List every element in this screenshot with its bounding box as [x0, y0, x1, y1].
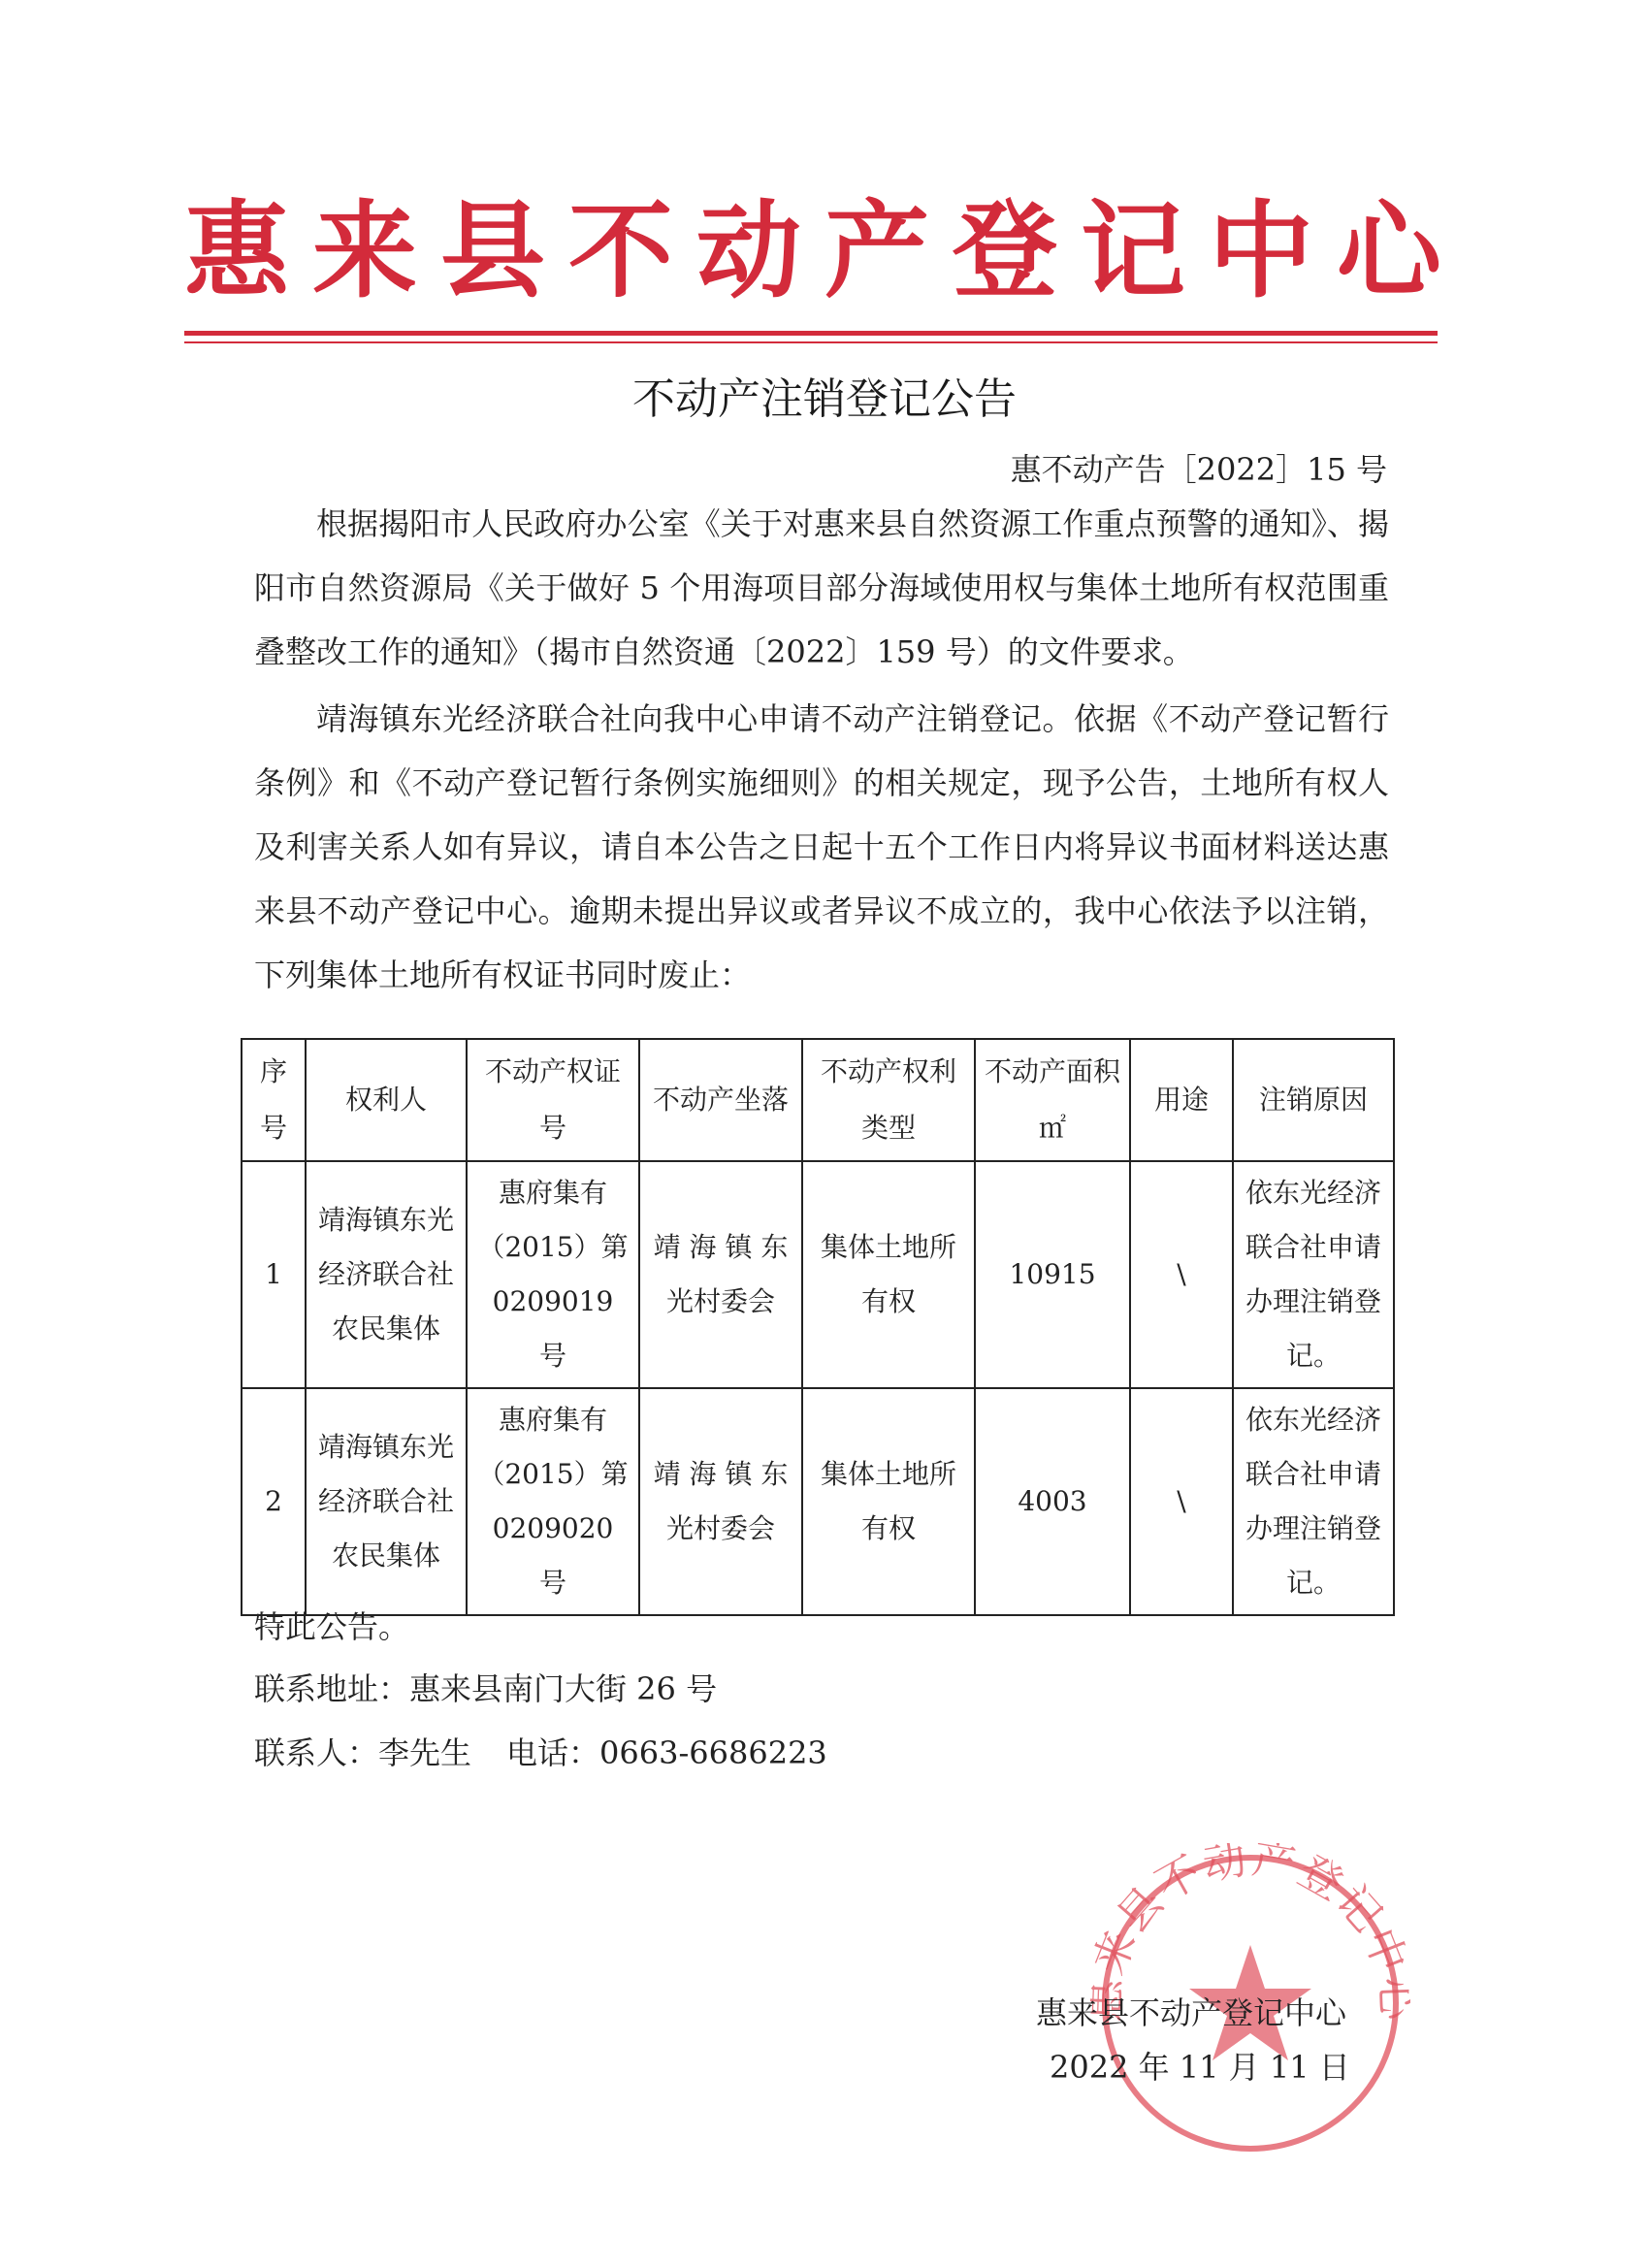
letterhead-org-name: 惠来县不动产登记中心	[184, 191, 1466, 312]
table-cell-area: 10915	[975, 1161, 1130, 1388]
letterhead-rule-thin	[184, 341, 1438, 343]
table-header-cell: 用途	[1130, 1039, 1233, 1161]
notice-paragraph-1: 根据揭阳市人民政府办公室《关于对惠来县自然资源工作重点预警的通知》、揭阳市自然资源局《关于做好 5 个用海项目部分海域使用权与集体土地所有权范围重叠整改工作的通知》（揭市自然资通〔2022〕159 号）的文件要求。	[254, 505, 1389, 670]
table-cell-right-type: 集体土地所有权	[802, 1161, 975, 1388]
table-cell-right-type: 集体土地所有权	[802, 1388, 975, 1615]
table-cell-location: 靖 海 镇 东 光村委会	[639, 1388, 802, 1615]
table-header-cell: 不动产权证号	[467, 1039, 639, 1161]
table-header-row	[242, 1039, 1394, 1161]
table-cell-seq: 2	[242, 1388, 306, 1615]
table-cell-usage: \	[1130, 1388, 1233, 1615]
table-header-cell: 权利人	[306, 1039, 467, 1161]
table-row	[242, 1388, 1394, 1615]
closing-text: 特此公告。	[254, 1608, 410, 1645]
contact-line	[254, 1729, 827, 1777]
contact-address: 联系地址：惠来县南门大街 26 号	[254, 1670, 718, 1707]
letterhead-rule-thick	[184, 331, 1438, 336]
table-cell-usage: \	[1130, 1161, 1233, 1388]
contact-person: 联系人：李先生	[254, 1734, 472, 1771]
table-row	[242, 1161, 1394, 1388]
signature-date: 2022 年 11 月 11 日	[1050, 2049, 1350, 2086]
official-seal-text: 来县不动产登记中	[1090, 1843, 1410, 1982]
table-cell-cert-number: 惠府集有（2015）第0209019 号	[467, 1161, 639, 1388]
table-header-cell: 注销原因	[1233, 1039, 1394, 1161]
table-header-cell: 不动产权利类型	[802, 1039, 975, 1161]
table-cell-area: 4003	[975, 1388, 1130, 1615]
table-cell-reason: 依东光经济联合社申请办理注销登记。	[1233, 1388, 1394, 1615]
table-header-cell: 不动产面积㎡	[975, 1039, 1130, 1161]
notice-title: 不动产注销登记公告	[632, 374, 1017, 424]
table-header-cell: 序号	[242, 1039, 306, 1161]
table-cell-location: 靖 海 镇 东 光村委会	[639, 1161, 802, 1388]
notice-paragraph-2: 靖海镇东光经济联合社向我中心申请不动产注销登记。依据《不动产登记暂行条例》和《不动产登记暂行条例实施细则》的相关规定，现予公告，土地所有权人及利害关系人如有异议，请自本公告之日起十五个工作日内将异议书面材料送达惠来县不动产登记中心。逾期未提出异议或者异议不成立的，我中心依法予以注销，下列集体土地所有权证书同时废止：	[254, 700, 1389, 993]
table-cell-right-holder: 靖海镇东光经济联合社农民集体	[306, 1161, 467, 1388]
contact-phone: 电话：0663-6686223	[506, 1734, 827, 1771]
table-cell-cert-number: 惠府集有（2015）第0209020 号	[467, 1388, 639, 1615]
registration-table	[241, 1038, 1395, 1616]
table-cell-reason: 依东光经济联合社申请办理注销登记。	[1233, 1161, 1394, 1388]
notice-number: 惠不动产告［2022］15 号	[1010, 451, 1387, 488]
table-header-cell: 不动产坐落	[639, 1039, 802, 1161]
signature-org: 惠来县不动产登记中心	[1036, 1994, 1347, 2031]
table-cell-right-holder: 靖海镇东光经济联合社农民集体	[306, 1388, 467, 1615]
table-cell-seq: 1	[242, 1161, 306, 1388]
